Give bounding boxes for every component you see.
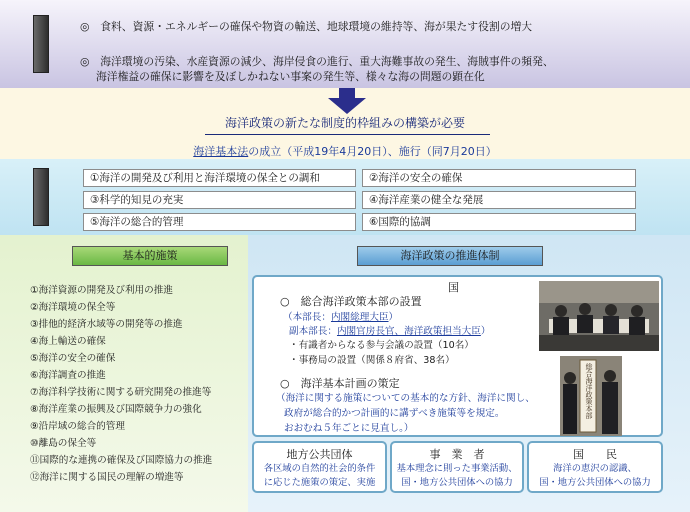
country-label: 国 bbox=[448, 281, 459, 294]
principle-5: ⑤海洋の総合的管理 bbox=[83, 213, 356, 231]
law-name: 海洋基本法 bbox=[193, 145, 249, 158]
system-title: 海洋政策の推進体制 bbox=[357, 246, 543, 266]
hq-vice-label: 副本部長： bbox=[289, 326, 337, 337]
citizens-line-1: 海洋の恵沢の認識、 bbox=[553, 463, 637, 474]
local-gov-line-2: に応じた施策の策定、実施 bbox=[263, 477, 376, 488]
citizens-title: 国 民 bbox=[573, 448, 617, 461]
meeting-photo bbox=[539, 281, 659, 351]
plan-line-3: おおむね５年ごとに見直し。） bbox=[284, 423, 414, 434]
principles-pillar bbox=[33, 168, 49, 226]
plan-title: ○ 海洋基本計画の策定 bbox=[280, 377, 400, 390]
top-bullet-2-line-1: ◎ 海洋環境の汚染、水産資源の減少、海岸侵食の進行、重大海難事故の発生、海賊事件の頻発、 bbox=[80, 55, 554, 68]
local-gov-line-1: 各区域の自然的社会的条件 bbox=[263, 463, 376, 474]
local-gov-title: 地方公共団体 bbox=[286, 448, 353, 461]
measure-2: ②海洋環境の保全等 bbox=[30, 302, 116, 313]
principle-3: ③科学的知見の充実 bbox=[83, 191, 356, 209]
measure-3: ③排他的経済水域等の開発等の推進 bbox=[30, 319, 183, 330]
principle-4: ④海洋産業の健全な発展 bbox=[362, 191, 636, 209]
plan-line-1: （海洋に関する施策についての基本的な方針、海洋に関し、 bbox=[276, 393, 535, 404]
business-line-2: 国・地方公共団体への協力 bbox=[401, 477, 513, 488]
measure-8: ⑧海洋産業の振興及び国際競争力の強化 bbox=[30, 404, 202, 415]
basic-measures-title: 基本的施策 bbox=[72, 246, 228, 266]
measure-6: ⑥海洋調査の推進 bbox=[30, 370, 106, 381]
hq-advisory: ・有識者からなる参与会議の設置（10名） bbox=[289, 340, 474, 351]
hq-vice-line bbox=[289, 325, 490, 338]
top-pillar bbox=[33, 15, 49, 73]
principle-6: ⑥国際的協調 bbox=[362, 213, 636, 231]
principle-2: ②海洋の安全の確保 bbox=[362, 169, 636, 187]
measure-10: ⑩離島の保全等 bbox=[30, 438, 97, 449]
citizens-line-2: 国・地方公共団体への協力 bbox=[539, 477, 651, 488]
measure-9: ⑨沿岸域の総合的管理 bbox=[30, 421, 125, 432]
business-box bbox=[390, 441, 524, 493]
business-line-1: 基本理念に則った事業活動、 bbox=[396, 463, 518, 474]
top-bullet-1: ◎ 食料、資源・エネルギーの確保や物資の輸送、地球環境の維持等、海が果たす役割の増大 bbox=[80, 20, 533, 33]
measure-4: ④海上輸送の確保 bbox=[30, 336, 106, 347]
hq-chief-line bbox=[283, 311, 398, 324]
law-line bbox=[0, 145, 690, 158]
measure-12: ⑫海洋に関する国民の理解の増進等 bbox=[30, 472, 184, 483]
down-arrow-icon bbox=[328, 88, 366, 114]
principle-1: ①海洋の開発及び利用と海洋環境の保全との調和 bbox=[83, 169, 356, 187]
business-title: 事 業 者 bbox=[429, 448, 485, 461]
hq-vice-close: ） bbox=[480, 326, 491, 337]
measure-11: ⑪国際的な連携の確保及び国際協力の推進 bbox=[30, 455, 213, 466]
need-underline bbox=[205, 134, 490, 135]
signboard-text: 総合海洋政策本部 bbox=[585, 363, 593, 419]
local-gov-box bbox=[252, 441, 387, 493]
top-bullet-2-line-2: 海洋権益の確保に影響を及ぼしかねない事案の発生等、様々な海の問題の顕在化 bbox=[96, 70, 485, 83]
hq-chief-close: ） bbox=[388, 312, 399, 323]
law-dates: の成立（平成19年4月20日）、施行（同7月20日） bbox=[248, 145, 497, 158]
measure-7: ⑦海洋科学技術に関する研究開発の推進等 bbox=[30, 387, 212, 398]
measure-5: ⑤海洋の安全の確保 bbox=[30, 353, 116, 364]
hq-chief: 内閣総理大臣 bbox=[330, 312, 389, 323]
citizens-box bbox=[527, 441, 663, 493]
hq-title: ○ 総合海洋政策本部の設置 bbox=[280, 295, 422, 308]
plan-line-2: 政府が総合的かつ計画的に講ずべき施策等を規定。 bbox=[284, 408, 505, 419]
hq-chief-label: （本部長： bbox=[283, 312, 331, 323]
measure-1: ①海洋資源の開発及び利用の推進 bbox=[30, 285, 173, 296]
need-statement: 海洋政策の新たな制度的枠組みの構築が必要 bbox=[224, 116, 465, 130]
hq-secretariat: ・事務局の設置（関係８府省、38名） bbox=[289, 355, 455, 366]
hq-vice: 内閣官房長官、海洋政策担当大臣 bbox=[336, 326, 481, 337]
